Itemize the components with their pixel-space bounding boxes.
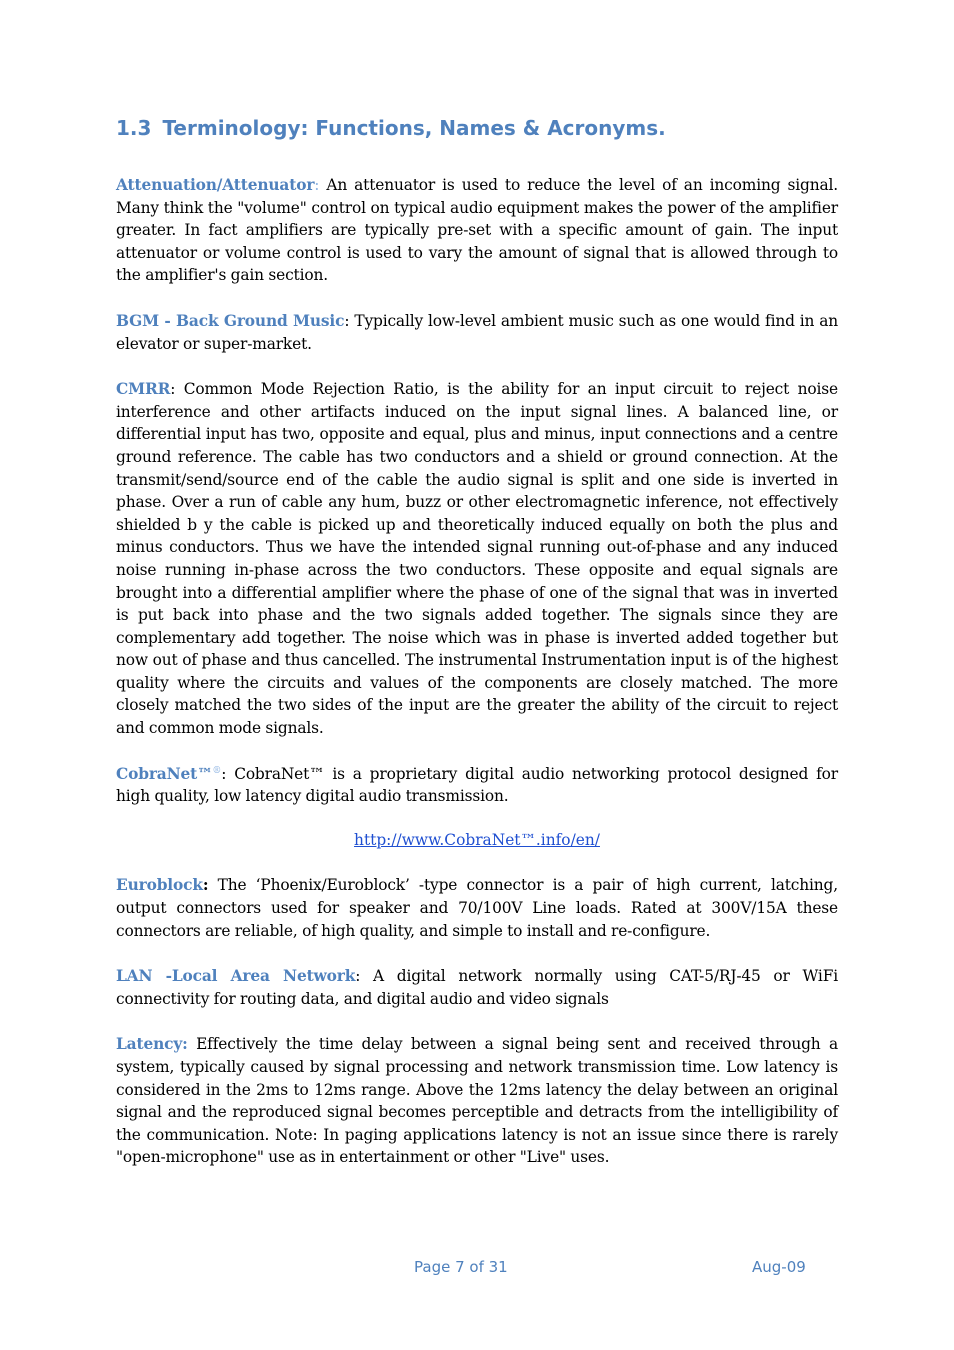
glossary-entry-attenuation <box>116 174 838 287</box>
definition-bgm: Typically low-level ambient music such as one would find in an elevator or super-market. <box>116 311 838 353</box>
glossary-entry-latency <box>116 1033 838 1169</box>
term-euroblock: Euroblock <box>116 876 203 895</box>
footer-date: Aug-09 <box>752 1258 806 1276</box>
definition-cmrr: Common Mode Rejection Ratio, is the ability for an input circuit to reject noise interference and other artifacts induced on the input signal lines. A balanced line, or differential input has two, opposite and equal, plus and minus, input connections and a centre ground reference. The cable has two conductors and a shield or ground connection. At the transmit/send/source end of the cable the audio signal is split and one side is inverted in phase. Over a run of cable any hum, buzz or other electromagnetic inference, not effectively shielded b y the cable is picked up and theoretically induced equally on both the plus and minus conductors. Thus we have the intended signal running out-of-phase and any induced noise running in-phase across the two conductors. These opposite and equal signals are brought into a differential amplifier where the phase of one of the signal that was in inverted is put back into phase and the two signals added together. The signals since they are complementary add together. The noise which was in phase is inverted added together but now out of phase and thus cancelled. The instrumental Instrumentation input is of the highest quality where the circuits and values of the components are closely matched. The more closely matched the two sides of the input are the greater the ability of the circuit to reject and common mode signals. <box>116 380 838 738</box>
term-separator: : <box>355 967 361 986</box>
glossary-entry-bgm <box>116 310 838 355</box>
definition-attenuation: An attenuator is used to reduce the level of an incoming signal. Many think the "volume" control on typical audio equipment makes the power of the amplifier greater. In fact amplifiers are typically pre-set with a specific amount of gain. The input attenuator or volume control is used to vary the amount of signal that is allowed through to the amplifier's gain section. <box>116 176 838 285</box>
term-cmrr: CMRR <box>116 380 171 399</box>
term-separator: : <box>202 876 209 895</box>
cobranet-link-line <box>116 829 838 852</box>
term-latency: Latency: <box>116 1035 188 1054</box>
cobranet-link[interactable]: http://www.CobraNet™.info/en/ <box>354 830 600 849</box>
term-bgm: BGM - Back Ground Music <box>116 311 345 330</box>
section-title: Terminology: Functions, Names & Acronyms. <box>162 116 666 140</box>
term-separator: : <box>221 764 227 783</box>
term-separator: : <box>314 176 320 194</box>
definition-latency: Effectively the time delay between a signal being sent and received through a system, typically caused by signal processing and network transmission time. Low latency is considered in the 2ms to 12ms range. Above the 12ms latency the delay between an original signal and the reproduced signal becomes perceptible and detracts from the intelligibility of the communication. Note: In paging applications latency is not an issue since there is rarely "open-microphone" use as in entertainment or other "Live" uses. <box>116 1035 838 1167</box>
term-lan: LAN -Local Area Network <box>116 967 356 986</box>
page-number: Page 7 of 31 <box>414 1258 508 1276</box>
term-cobranet: CobraNet™ <box>116 764 213 783</box>
definition-cobranet: CobraNet™ is a proprietary digital audio networking protocol designed for high quality, low latency digital audio transmission. <box>116 764 838 806</box>
page-footer <box>0 1258 954 1282</box>
glossary-entry-cmrr <box>116 378 838 740</box>
definition-lan: A digital network normally using CAT-5/RJ-45 or WiFi connectivity for routing data, and digital audio and video signals <box>116 967 838 1008</box>
definition-euroblock: The ‘Phoenix/Euroblock’ -type connector is a pair of high current, latching, output connectors used for speaker and 70/100V Line loads. Rated at 300V/15A these connectors are reliable, of high quality, and simple to install and re-configure. <box>116 876 838 940</box>
glossary-entry-lan <box>116 965 838 1010</box>
term-separator: : <box>344 311 350 330</box>
term-attenuation: Attenuation/Attenuator <box>116 176 315 194</box>
glossary-entry-euroblock <box>116 874 838 942</box>
term-separator: : <box>170 380 176 399</box>
section-heading <box>116 116 666 140</box>
glossary-entry-cobranet <box>116 763 838 808</box>
glossary-body <box>116 174 838 1192</box>
registered-mark: ® <box>212 765 222 776</box>
section-number: 1.3 <box>116 116 152 140</box>
